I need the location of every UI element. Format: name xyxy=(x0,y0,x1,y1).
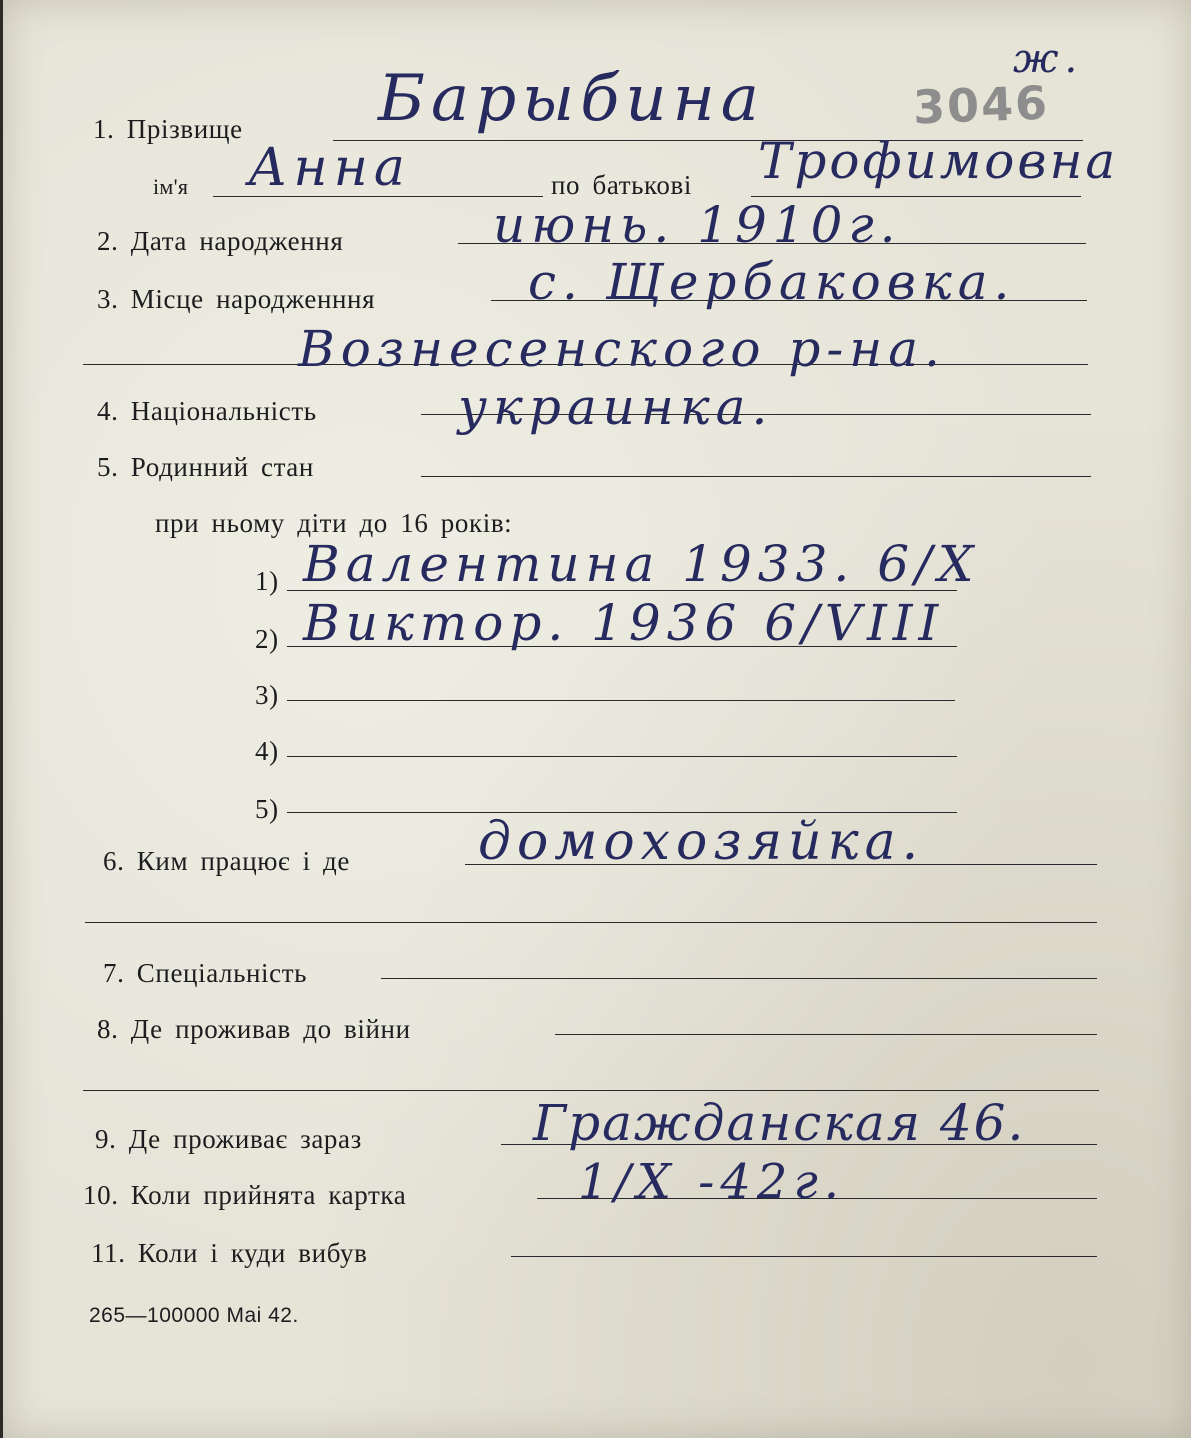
field-nationality-label: 4. Національність xyxy=(97,396,317,426)
child-1-value: Валентина 1933. 6/Х xyxy=(303,535,980,593)
field-name-value: Анна xyxy=(248,138,411,198)
field-birth-date-label: 2. Дата народження xyxy=(97,226,344,256)
field-specialty-label: 7. Спеціальність xyxy=(103,958,308,988)
field-specialty-line xyxy=(381,978,1097,979)
field-occupation-label: 6. Ким працює і де xyxy=(103,846,350,876)
field-card-accepted-label: 10. Коли прийнята картка xyxy=(83,1180,407,1210)
field-prewar-residence-line xyxy=(555,1034,1097,1035)
field-current-residence-label: 9. Де проживає зараз xyxy=(95,1124,362,1154)
field-occupation-value: домохозяйка. xyxy=(478,812,925,872)
field-departure-label: 11. Коли і куди вибув xyxy=(91,1238,368,1268)
field-card-accepted-value: 1/Х -42г. xyxy=(578,1154,845,1210)
field-birth-place-label: 3. Місце народженння xyxy=(97,284,376,314)
field-surname-value: Барыбина xyxy=(378,62,765,136)
field-patronymic-label: по батькові xyxy=(551,170,692,200)
field-family-status-label: 5. Родинний стан xyxy=(97,452,314,482)
field-birth-place-value-2: Вознесенского р-на. xyxy=(298,320,946,378)
stamp-number: 3046 xyxy=(912,75,1050,135)
field-current-residence-value: Гражданская 46. xyxy=(533,1094,1026,1152)
registration-card xyxy=(3,0,1191,1438)
child-2-label: 2) xyxy=(255,624,279,654)
child-5-label: 5) xyxy=(255,794,279,824)
field-prewar-residence-line-2 xyxy=(83,1090,1099,1091)
field-nationality-value: украинка. xyxy=(458,378,774,436)
field-occupation-line-2 xyxy=(85,922,1097,923)
print-run-footer: 265—100000 Mai 42. xyxy=(89,1304,299,1327)
child-3-label: 3) xyxy=(255,680,279,710)
child-2-value: Виктор. 1936 6/VIII xyxy=(303,594,945,652)
child-4-label: 4) xyxy=(255,736,279,766)
field-departure-line xyxy=(511,1256,1097,1257)
field-children-label: при ньому діти до 16 років: xyxy=(155,508,513,538)
field-prewar-residence-label: 8. Де проживав до війни xyxy=(97,1014,411,1044)
corner-mark: ж. xyxy=(1013,36,1084,82)
field-family-status-line xyxy=(421,476,1091,477)
field-surname-label: 1. Прізвище xyxy=(93,114,243,144)
child-1-label: 1) xyxy=(255,566,279,596)
child-3-line xyxy=(287,700,955,701)
field-birth-place-value-1: с. Щербаковка. xyxy=(528,253,1016,311)
field-birth-date-value: июнь. 1910г. xyxy=(493,196,902,254)
field-patronymic-value: Трофимовна xyxy=(758,132,1119,190)
child-4-line xyxy=(287,756,957,757)
field-name-label: ім'я xyxy=(153,174,189,199)
